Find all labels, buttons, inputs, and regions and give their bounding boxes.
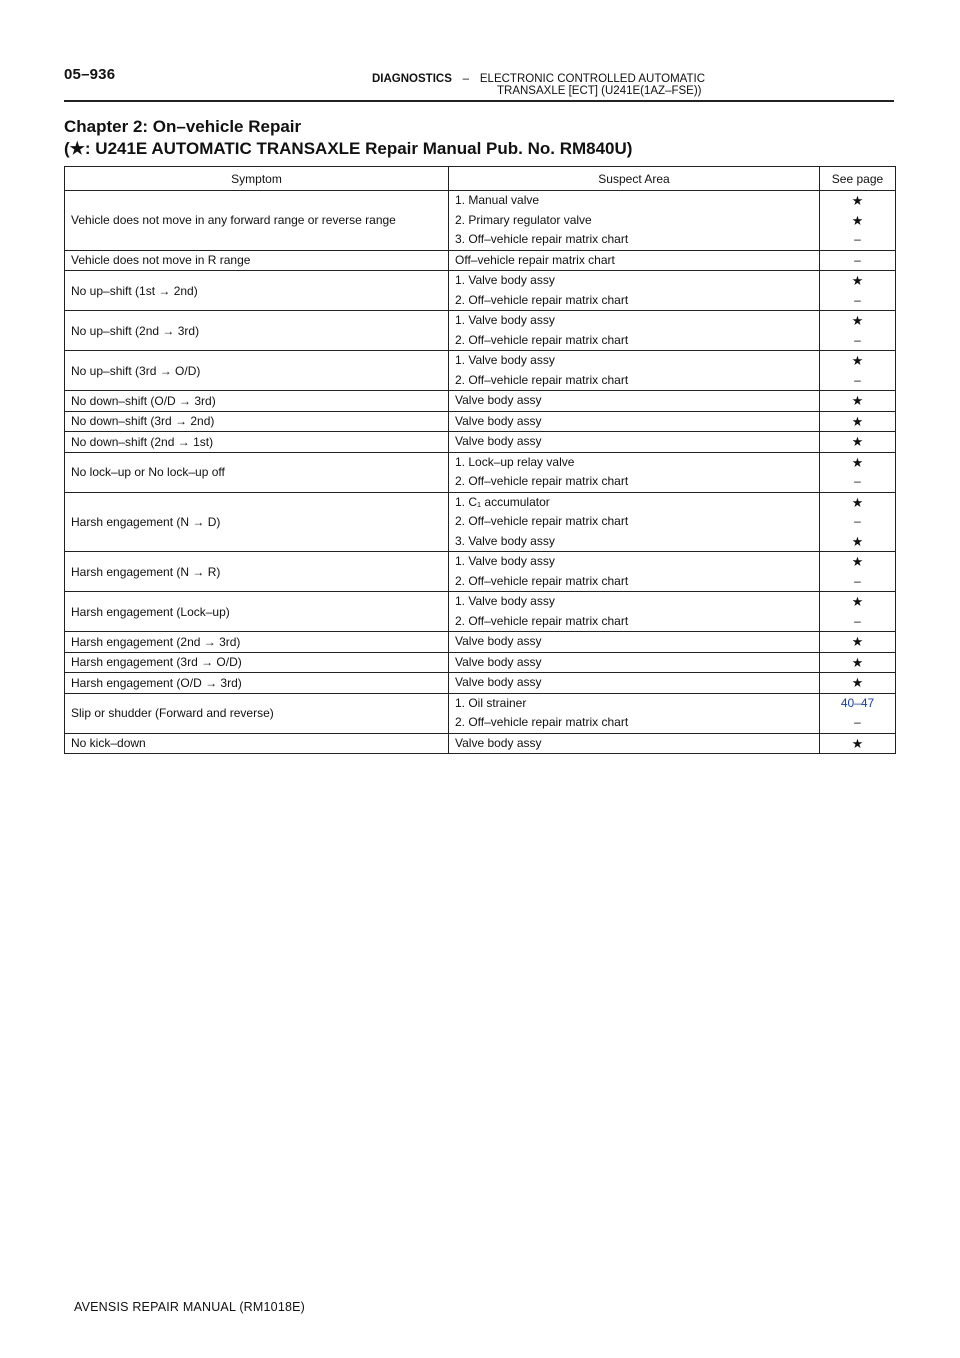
see-page-cell: [820, 432, 896, 453]
symptom-cell: Vehicle does not move in any forward range or reverse range: [65, 191, 449, 251]
star-icon: ★: [851, 454, 864, 470]
star-icon: ★: [851, 273, 864, 288]
table-row: [65, 652, 896, 673]
symptom-cell: No up–shift (1st → 2nd): [65, 271, 449, 311]
see-page-value: –: [854, 573, 861, 588]
table-row: [65, 432, 896, 453]
star-icon: ★: [851, 353, 864, 368]
page-number: 05–936: [64, 66, 116, 83]
suspect-area-cell: [449, 652, 820, 673]
suspect-area-item: 2. Off–vehicle repair matrix chart: [455, 514, 629, 528]
table-row: [65, 492, 896, 552]
suspect-area-cell: [449, 391, 820, 412]
column-header-symptom: Symptom: [65, 167, 449, 191]
see-page-cell: [820, 271, 896, 311]
header-title-line2: TRANSAXLE [ECT] (U241E(1AZ–FSE)): [497, 85, 702, 97]
suspect-area-item: 2. Off–vehicle repair matrix chart: [455, 613, 629, 628]
symptom-cell: Vehicle does not move in R range: [65, 250, 449, 271]
symptom-cell: Harsh engagement (3rd → O/D): [65, 652, 449, 673]
suspect-area-item: 1. Oil strainer: [455, 695, 527, 710]
column-header-suspect-area: Suspect Area: [449, 167, 820, 191]
suspect-area-item: 2. Off–vehicle repair matrix chart: [455, 474, 629, 488]
table-row: [65, 673, 896, 694]
suspect-area-cell: [449, 452, 820, 492]
table-row: [65, 351, 896, 391]
symptom-cell: No up–shift (2nd → 3rd): [65, 311, 449, 351]
suspect-area-cell: [449, 191, 820, 251]
symptom-cell: No up–shift (3rd → O/D): [65, 351, 449, 391]
symptom-cell: Harsh engagement (Lock–up): [65, 592, 449, 632]
star-icon: ★: [851, 554, 864, 569]
suspect-area-item: Valve body assy: [455, 413, 542, 428]
star-icon: ★: [851, 654, 864, 670]
see-page-value: –: [854, 613, 861, 628]
star-icon: ★: [851, 434, 864, 449]
see-page-cell: [820, 592, 896, 632]
table-row: [65, 552, 896, 592]
suspect-area-item: 1. Lock–up relay valve: [455, 454, 575, 469]
table-row: [65, 632, 896, 653]
star-icon: ★: [851, 212, 864, 228]
table-body: [65, 191, 896, 754]
see-page-cell: [820, 652, 896, 673]
suspect-area-item: 1. Valve body assy: [455, 313, 555, 327]
table-row: [65, 250, 896, 271]
symptom-cell: No down–shift (O/D → 3rd): [65, 391, 449, 412]
table-row: [65, 693, 896, 733]
symptom-cell: Slip or shudder (Forward and reverse): [65, 693, 449, 733]
table-row: [65, 452, 896, 492]
repair-matrix-table: [64, 166, 896, 754]
see-page-cell: [820, 391, 896, 412]
suspect-area-cell: [449, 411, 820, 432]
suspect-area-item: 1. C₁ accumulator: [455, 494, 550, 509]
star-icon: ★: [851, 594, 864, 609]
symptom-cell: No down–shift (3rd → 2nd): [65, 411, 449, 432]
star-icon: ★: [851, 533, 864, 549]
suspect-area-cell: [449, 733, 820, 754]
header-title-line1: ELECTRONIC CONTROLLED AUTOMATIC: [479, 73, 706, 85]
suspect-area-cell: [449, 552, 820, 592]
suspect-area-cell: [449, 693, 820, 733]
star-icon: ★: [851, 735, 864, 751]
suspect-area-item: Valve body assy: [455, 654, 542, 669]
table-row: [65, 592, 896, 632]
suspect-area-item: Valve body assy: [455, 634, 542, 648]
table-header-row: [65, 167, 896, 191]
star-icon: ★: [851, 634, 864, 649]
suspect-area-cell: [449, 311, 820, 351]
suspect-area-cell: [449, 250, 820, 271]
suspect-area-item: 2. Off–vehicle repair matrix chart: [455, 573, 629, 588]
star-icon: ★: [851, 675, 864, 690]
symptom-cell: No down–shift (2nd → 1st): [65, 432, 449, 453]
suspect-area-item: 2. Off–vehicle repair matrix chart: [455, 715, 629, 729]
header-divider: [64, 100, 894, 102]
see-page-cell: [820, 673, 896, 694]
suspect-area-cell: [449, 271, 820, 311]
suspect-area-item: Valve body assy: [455, 675, 542, 689]
symptom-cell: No lock–up or No lock–up off: [65, 452, 449, 492]
star-icon: ★: [851, 393, 864, 408]
symptom-cell: Harsh engagement (N → D): [65, 492, 449, 552]
see-page-value: –: [854, 292, 861, 307]
star-icon: ★: [851, 193, 864, 208]
suspect-area-item: 1. Valve body assy: [455, 353, 555, 367]
suspect-area-item: 2. Off–vehicle repair matrix chart: [455, 332, 629, 347]
suspect-area-cell: [449, 351, 820, 391]
suspect-area-item: 2. Primary regulator valve: [455, 212, 592, 227]
symptom-cell: No kick–down: [65, 733, 449, 754]
symptom-cell: Harsh engagement (2nd → 3rd): [65, 632, 449, 653]
see-page-value: –: [854, 252, 861, 267]
see-page-value: –: [854, 372, 861, 387]
column-header-see-page: See page: [820, 167, 896, 191]
see-page-cell: [820, 492, 896, 552]
see-page-cell: [820, 191, 896, 251]
table-row: [65, 271, 896, 311]
table-row: [65, 411, 896, 432]
suspect-area-item: Valve body assy: [455, 434, 542, 448]
suspect-area-item: Valve body assy: [455, 393, 542, 407]
star-icon: ★: [851, 313, 864, 328]
see-page-value: –: [854, 232, 861, 246]
suspect-area-item: 3. Valve body assy: [455, 533, 555, 548]
suspect-area-item: Valve body assy: [455, 735, 542, 750]
chapter-title: Chapter 2: On–vehicle Repair: [64, 117, 302, 136]
footer-manual-id: AVENSIS REPAIR MANUAL (RM1018E): [74, 1300, 306, 1314]
table-row: [65, 733, 896, 754]
suspect-area-cell: [449, 432, 820, 453]
see-page-value: –: [854, 474, 861, 488]
suspect-area-cell: [449, 592, 820, 632]
symptom-cell: Harsh engagement (N → R): [65, 552, 449, 592]
suspect-area-cell: [449, 673, 820, 694]
see-page-cell: [820, 351, 896, 391]
see-page-cell: [820, 411, 896, 432]
see-page-cell: [820, 632, 896, 653]
symptom-cell: Harsh engagement (O/D → 3rd): [65, 673, 449, 694]
see-page-cell: [820, 693, 896, 733]
section-name: DIAGNOSTICS: [372, 73, 452, 85]
table-row: [65, 311, 896, 351]
suspect-area-item: 3. Off–vehicle repair matrix chart: [455, 232, 629, 246]
see-page-cell: [820, 311, 896, 351]
chapter-subtitle: (★: U241E AUTOMATIC TRANSAXLE Repair Manual Pub. No. RM840U): [64, 139, 633, 158]
suspect-area-item: 1. Valve body assy: [455, 594, 555, 608]
page-header: [372, 73, 705, 97]
suspect-area-item: 2. Off–vehicle repair matrix chart: [455, 292, 629, 307]
suspect-area-cell: [449, 492, 820, 552]
see-page-cell: [820, 733, 896, 754]
table-row: [65, 191, 896, 251]
star-icon: ★: [851, 413, 864, 429]
suspect-area-item: 1. Valve body assy: [455, 273, 555, 287]
suspect-area-item: 2. Off–vehicle repair matrix chart: [455, 372, 629, 387]
see-page-value: –: [854, 514, 861, 528]
see-page-cell: [820, 250, 896, 271]
table-row: [65, 391, 896, 412]
suspect-area-item: 1. Valve body assy: [455, 554, 555, 568]
suspect-area-item: 1. Manual valve: [455, 193, 540, 207]
page-link[interactable]: 40–47: [840, 695, 875, 710]
see-page-cell: [820, 452, 896, 492]
header-separator: –: [462, 73, 470, 85]
see-page-cell: [820, 552, 896, 592]
see-page-value: –: [854, 715, 861, 729]
see-page-value: –: [854, 332, 861, 347]
suspect-area-item: Off–vehicle repair matrix chart: [455, 252, 615, 267]
star-icon: ★: [851, 494, 864, 510]
suspect-area-cell: [449, 632, 820, 653]
